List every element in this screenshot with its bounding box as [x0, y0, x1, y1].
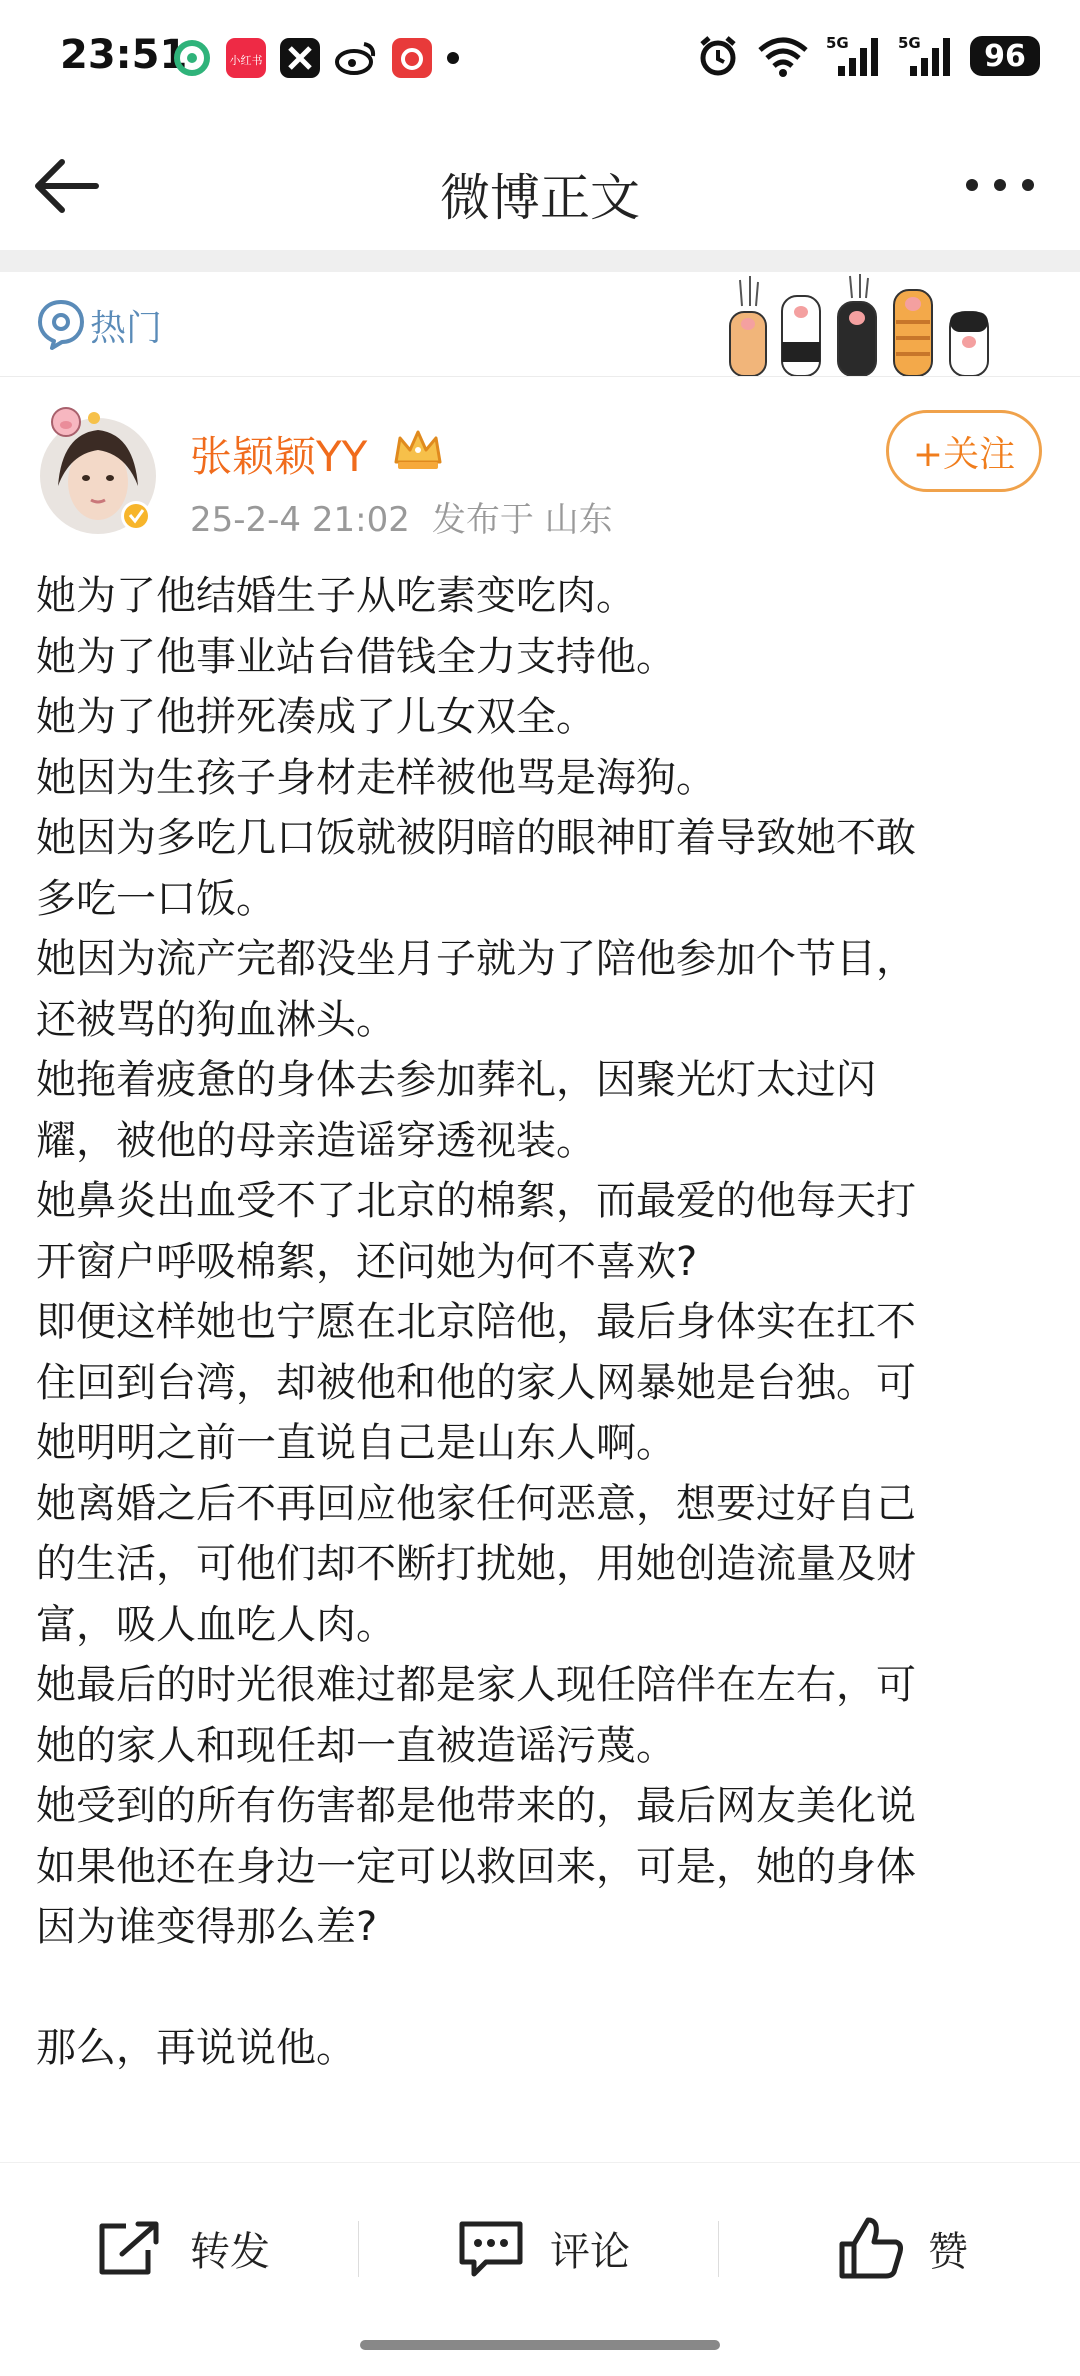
xiaohongshu-icon-label: 小红书 [229, 54, 263, 67]
signal-5g-icon [898, 34, 954, 78]
hot-icon [36, 298, 86, 350]
signal-5g-icon [826, 34, 882, 78]
post-text-line: 如果他还在身边一定可以救回来，可是，她的身体 [36, 1843, 916, 1890]
more-icon[interactable] [960, 160, 1040, 210]
crown-icon [392, 426, 444, 472]
post-content [36, 566, 1046, 2079]
comment-button[interactable] [456, 2163, 630, 2333]
post-text-line: 因为谁变得那么差? [36, 1904, 378, 1950]
hot-label: 热门 [90, 308, 163, 349]
post-text-line: 住回到台湾，却被他和他的家人网暴她是台独。可 [36, 1359, 916, 1406]
alarm-icon [696, 34, 740, 78]
post-text-line: 她因为生孩子身材走样被他骂是海狗。 [36, 754, 716, 801]
post-text-line: 她拖着疲惫的身体去参加葬礼，因聚光灯太过闪 [36, 1057, 876, 1103]
post-text-line: 她受到的所有伤害都是他带来的，最后网友美化说 [36, 1783, 916, 1829]
notification-icons [172, 38, 460, 78]
post-location: 发布于 山东 [431, 500, 613, 540]
post-text-line: 她因为多吃几口饭就被阴暗的眼神盯着导致她不敢 [36, 815, 916, 861]
spiral-app-icon [172, 38, 212, 78]
post-text-line: 即便这样她也宁愿在北京陪他，最后身体实在扛不 [36, 1299, 916, 1345]
post-meta [190, 492, 613, 541]
post-text-line: 耀，被他的母亲造谣穿透视装。 [36, 1117, 596, 1164]
home-indicator[interactable] [360, 2340, 720, 2350]
post-text-line: 她为了他拼死凑成了儿女双全。 [36, 694, 596, 740]
author-name[interactable]: 张颖颖YY [190, 432, 368, 481]
post-text-line: 她鼻炎出血受不了北京的棉絮，而最爱的他每天打 [36, 1178, 916, 1224]
status-bar [0, 0, 1080, 120]
like-button[interactable] [838, 2163, 968, 2333]
netease-music-app-icon [392, 38, 432, 78]
action-divider [718, 2221, 719, 2277]
section-divider [0, 250, 1080, 272]
post-text-line: 她最后的时光很难过都是家人现任陪伴在左右，可 [36, 1662, 916, 1708]
post-text-line: 富，吸人血吃人肉。 [36, 1601, 396, 1648]
status-time: 23:51 [60, 32, 188, 78]
post-text-line: 她为了他事业站台借钱全力支持他。 [36, 633, 676, 680]
post-text-line: 她的家人和现任却一直被造谣污蔑。 [36, 1722, 676, 1769]
post-text-line: 她离婚之后不再回应他家任何恶意，想要过好自己 [36, 1480, 916, 1527]
signal-5g-label-1: 5G [826, 34, 849, 52]
bottom-action-bar [0, 2162, 1080, 2333]
repost-icon [96, 2218, 166, 2278]
repost-label: 转发 [190, 2228, 270, 2275]
comment-label: 评论 [550, 2228, 630, 2275]
avatar[interactable] [36, 404, 160, 538]
xiaohongshu-app-icon [226, 38, 266, 78]
signal-5g-label-2: 5G [898, 34, 921, 52]
wifi-icon [756, 34, 810, 78]
post-text-line: 她因为流产完都没坐月子就为了陪他参加个节目， [36, 936, 916, 982]
cat-paws-decoration-icon [720, 272, 1010, 376]
post-text-line: 还被骂的狗血淋头。 [36, 996, 396, 1043]
dot-icon [446, 38, 460, 78]
system-icons [696, 34, 1040, 78]
action-divider [358, 2221, 359, 2277]
repost-button[interactable] [96, 2163, 270, 2333]
post-text-line: 开窗户呼吸棉絮，还问她为何不喜欢? [36, 1238, 698, 1285]
x-app-icon [280, 38, 320, 78]
follow-button[interactable]: +关注 [886, 410, 1042, 492]
post-text-line [36, 1958, 1046, 2019]
post-date: 25-2-4 21:02 [190, 500, 410, 540]
post-text-line: 那么，再说说他。 [36, 2025, 356, 2071]
comment-icon [456, 2218, 526, 2278]
weibo-app-icon [334, 38, 378, 78]
post-text-line: 多吃一口饭。 [36, 875, 276, 922]
post-text-line: 她明明之前一直说自己是山东人啊。 [36, 1420, 676, 1466]
like-icon [838, 2216, 904, 2280]
verified-icon [124, 504, 148, 528]
post-text-line: 她为了他结婚生子从吃素变吃肉。 [36, 573, 636, 619]
page-title: 微博正文 [440, 169, 640, 227]
battery-indicator: 96 [970, 36, 1040, 76]
like-label: 赞 [928, 2228, 968, 2275]
hot-bar[interactable] [0, 272, 1080, 377]
post-text-line: 的生活，可他们却不断打扰她，用她创造流量及财 [36, 1541, 916, 1587]
nav-bar [0, 120, 1080, 250]
